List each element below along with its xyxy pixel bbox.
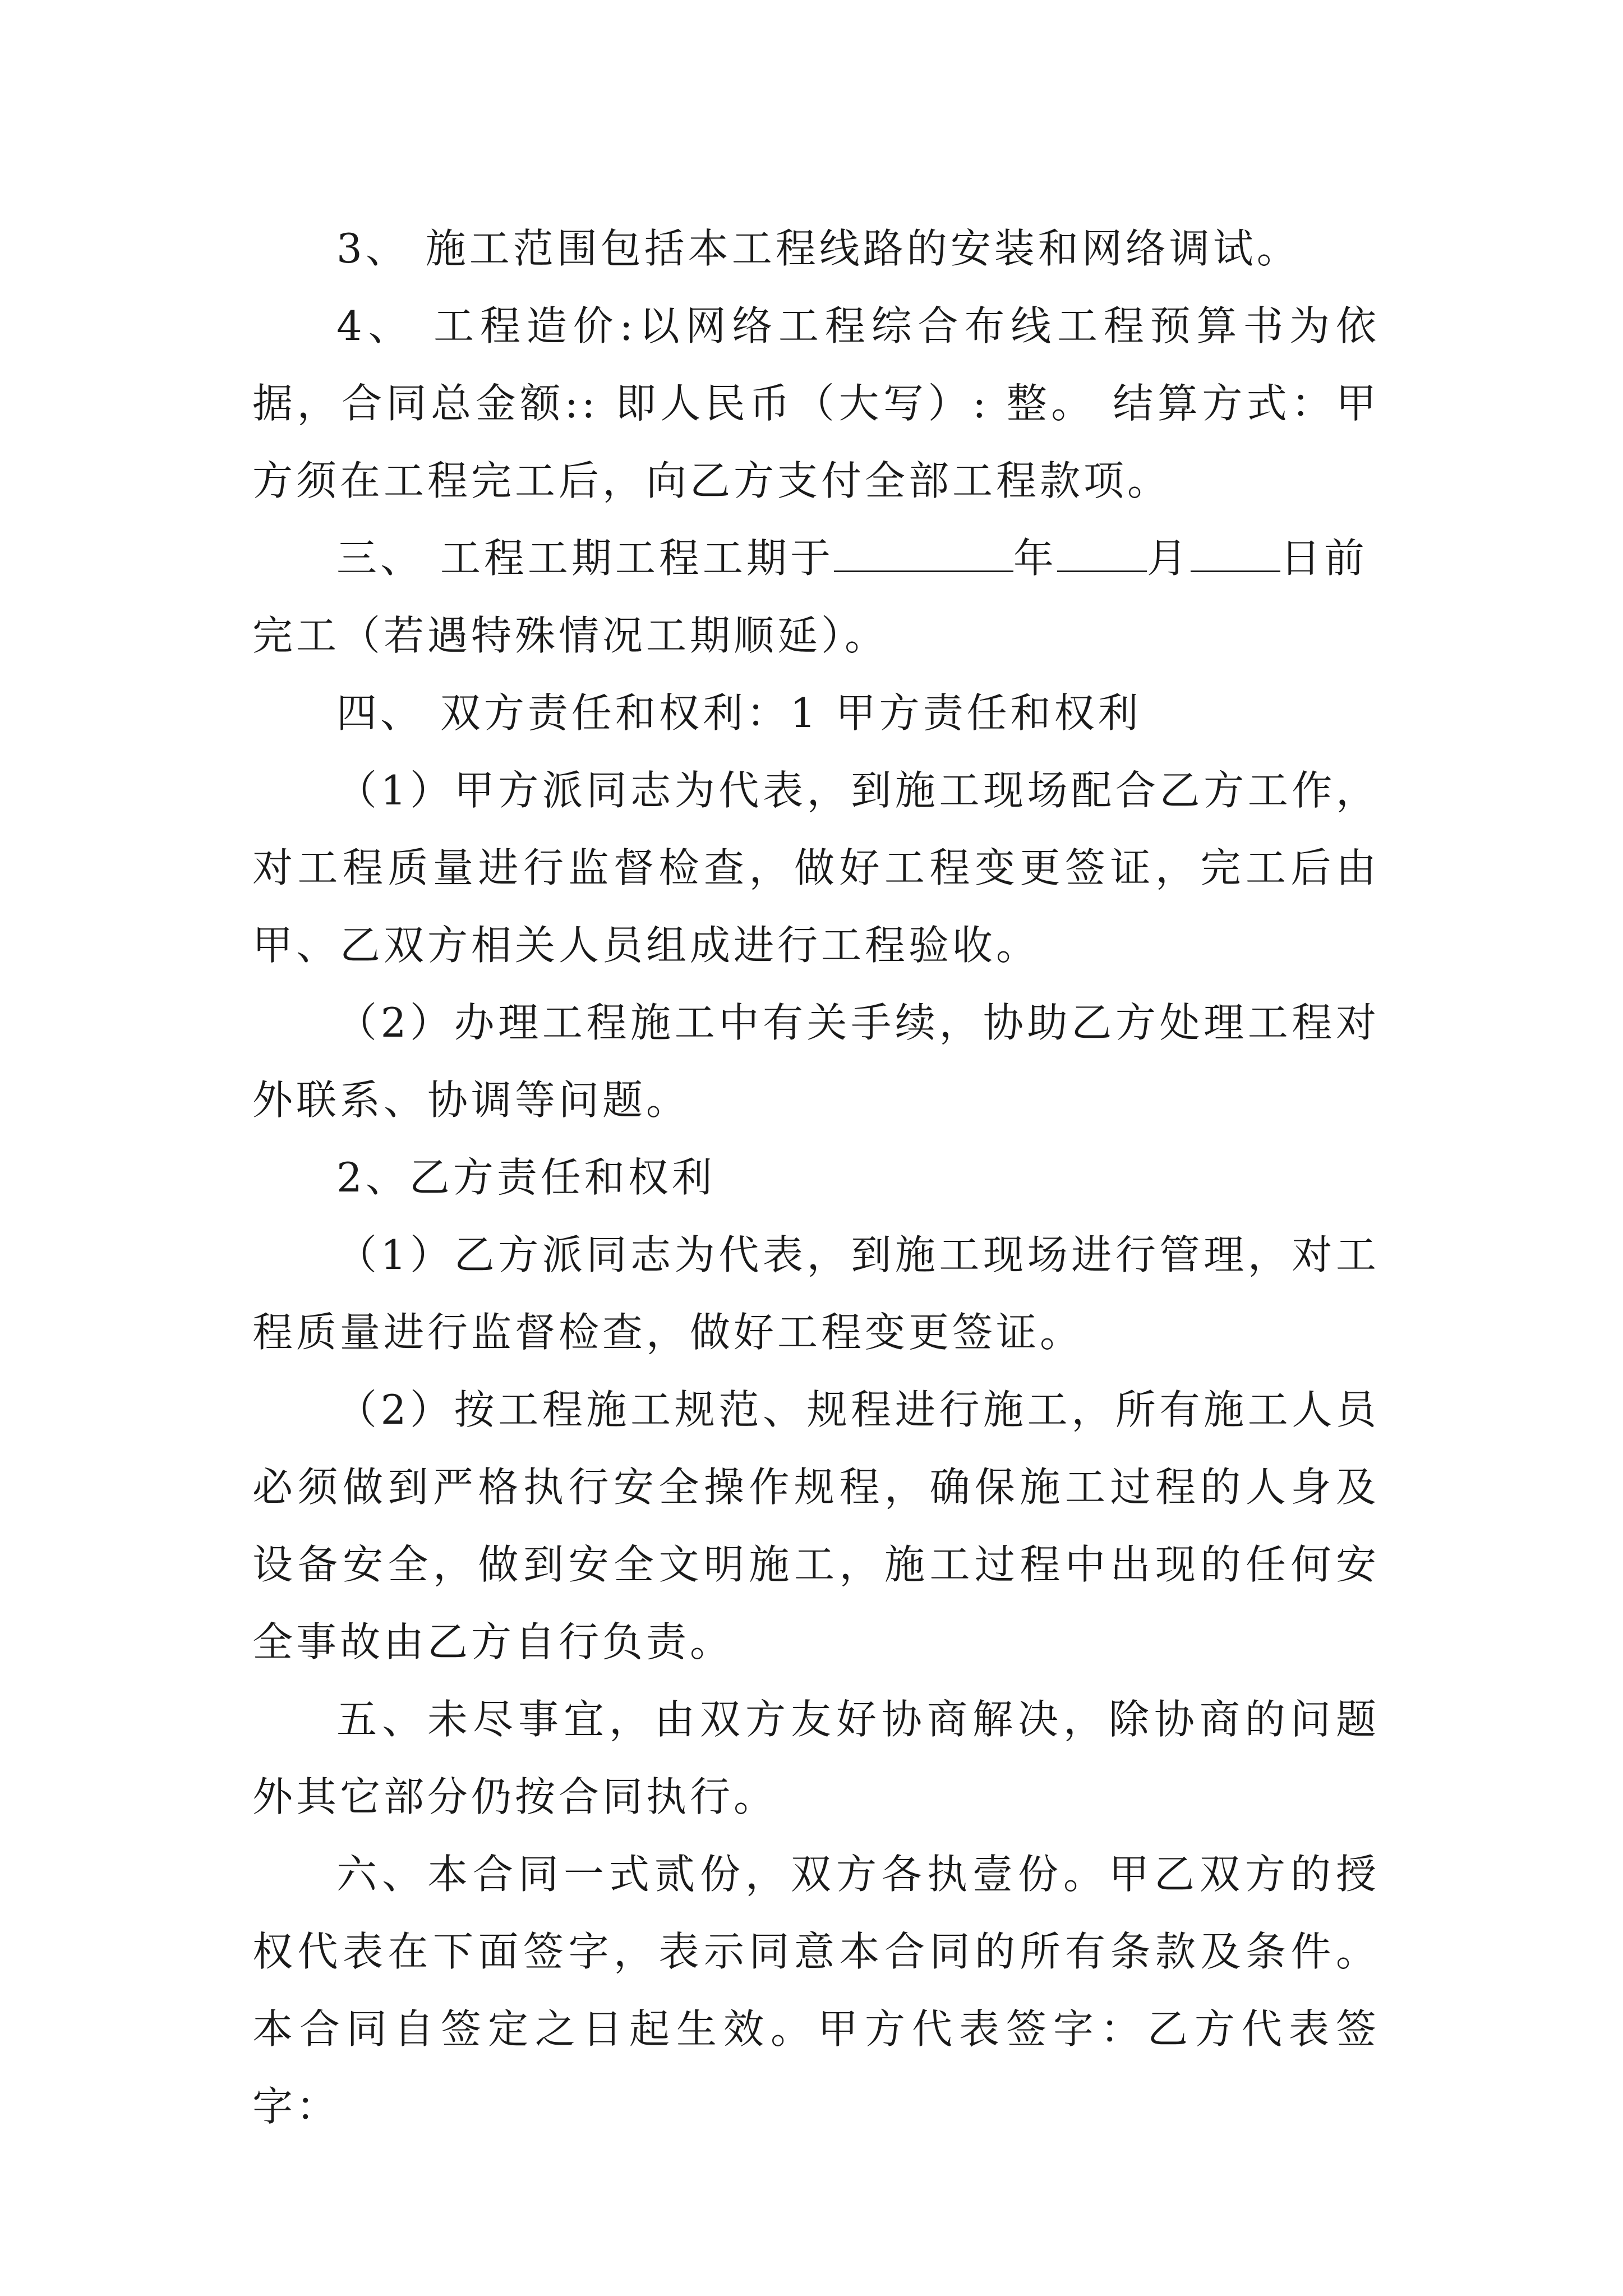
clause-responsibilities-heading: 四、 双方责任和权利：1 甲方责任和权利	[336, 689, 1142, 737]
schedule-continuation: 完工（若遇特殊情况工期顺延）。	[252, 612, 889, 659]
day-blank	[1191, 536, 1280, 572]
clause-6-copies-signatures: 六、本合同一式贰份，双方各执壹份。甲乙双方的授权代表在下面签字，表示同意本合同的所有条款及条件。 本合同自签定之日起生效。甲方代表签字：乙方代表签字：	[252, 1851, 1396, 2130]
schedule-prefix: 三、 工程工期工程工期于	[336, 535, 834, 582]
schedule-year-label: 年	[1013, 535, 1057, 582]
party-b-heading: 2、乙方责任和权利	[336, 1154, 716, 1201]
schedule-month-label: 月	[1146, 535, 1191, 582]
party-b-item-1: （1）乙方派同志为代表，到施工现场进行管理，对工程质量进行监督检查，做好工程变更签证。	[252, 1231, 1380, 1356]
month-blank	[1057, 536, 1147, 572]
party-a-item-1: （1）甲方派同志为代表，到施工现场配合乙方工作，对工程质量进行监督检查，做好工程变更签证，完工后由甲、乙双方相关人员组成进行工程验收。	[252, 767, 1380, 969]
party-a-item-2: （2）办理工程施工中有关手续，协助乙方处理工程对外联系、协调等问题。	[252, 999, 1380, 1124]
party-b-item-2: （2）按工程施工规范、规程进行施工，所有施工人员必须做到严格执行安全操作规程，确保施工过程的人身及设备安全，做到安全文明施工，施工过程中出现的任何安全事故由乙方自行负责。	[252, 1386, 1380, 1665]
clause-4-price: 4、 工程造价:以网络工程综合布线工程预算书为依据，合同总金额:: 即人民币（大写）: 整。 结算方式：甲方须在工程完工后，向乙方支付全部工程款项。	[252, 302, 1380, 504]
clause-3-scope: 3、 施工范围包括本工程线路的安装和网络调试。	[336, 225, 1301, 272]
schedule-day-label: 日前	[1280, 535, 1368, 582]
clause-schedule	[252, 519, 1380, 597]
contract-body	[252, 210, 1396, 2145]
year-blank	[834, 536, 1013, 572]
clause-5-other-matters: 五、未尽事宜，由双方友好协商解决，除协商的问题外其它部分仍按合同执行。	[252, 1696, 1380, 1820]
